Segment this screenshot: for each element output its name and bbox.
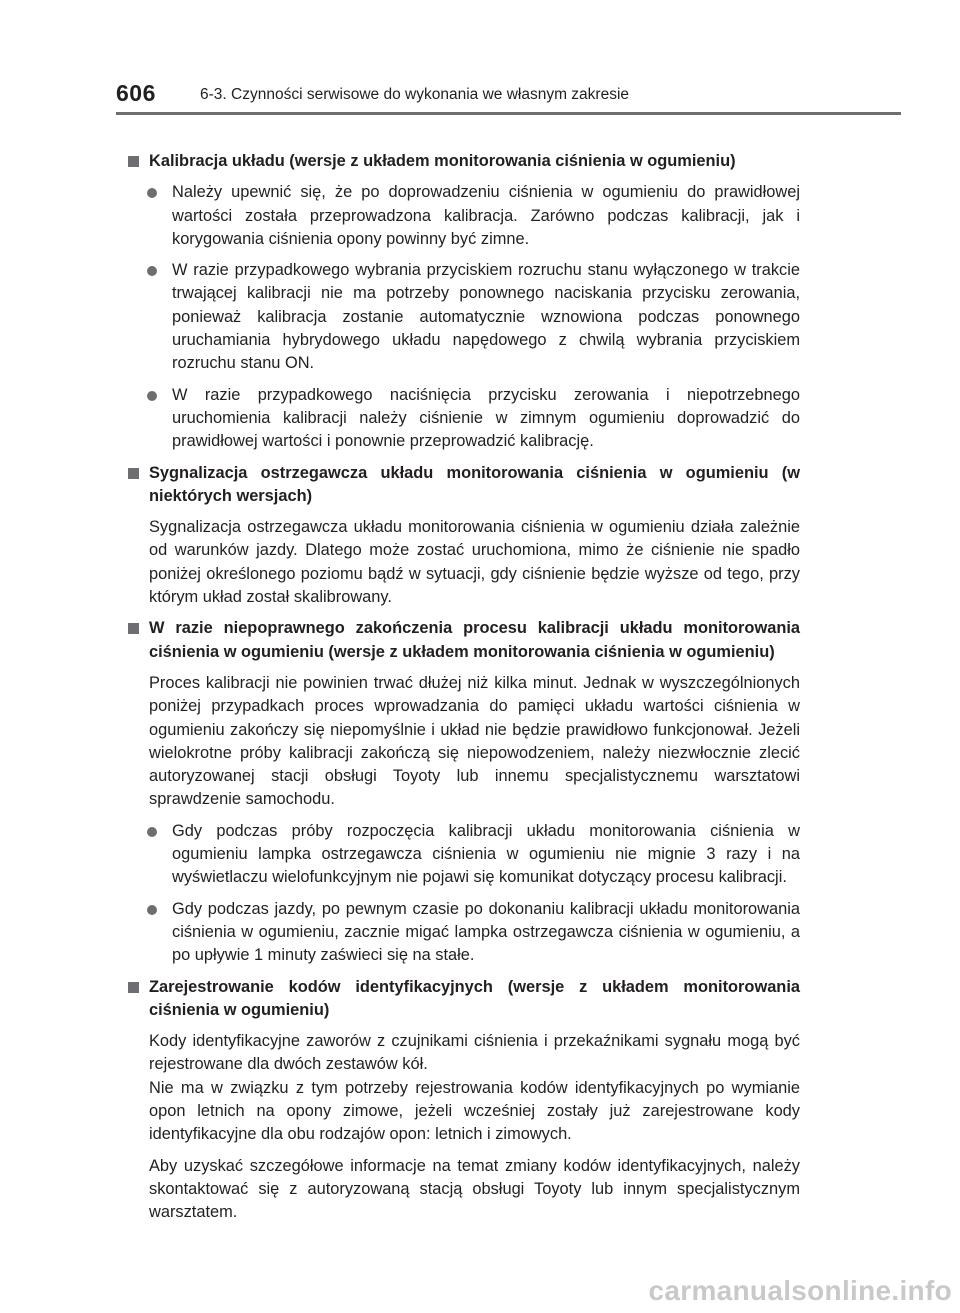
square-bullet-icon: [128, 468, 139, 479]
paragraph: Nie ma w związku z tym potrzeby rejestrowania kodów identyfikacyjnych po wymianie opon letnich na opony zimowe, jeżeli wcześniej zostały już zarejestrowane kody identyfikacyjne dla obu rodzajów opon: letnich i zimowych.: [149, 1078, 800, 1144]
chapter-title: 6-3. Czynności serwisowe do wykonania we własnym zakresie: [200, 86, 630, 103]
bullet-item: W razie przypadkowego wybrania przyciskiem rozruchu stanu wyłączonego w trakcie trwającej kalibracji nie ma potrzeby ponownego naciskania przycisku zerowania, ponieważ kalibracja zostanie automatycznie wznowiona podczas ponownego uruchamiania hybrydowego układu napędowego z chwilą wybrania przyciskiem rozruchu stanu ON.: [128, 259, 800, 375]
header-divider: [116, 112, 901, 115]
page-body: [128, 150, 800, 1232]
paragraph: Aby uzyskać szczegółowe informacje na temat zmiany kodów identyfikacyjnych, należy skontaktować się z autoryzowaną stacją obsługi Toyoty lub innym specjalistycznym warsztatem.: [149, 1156, 800, 1222]
paragraph: Proces kalibracji nie powinien trwać dłużej niż kilka minut. Jednak w wyszczególnionych poniżej przypadkach proces wprowadzania do pamięci układu wartości ciśnienia w ogumieniu zakończy się niepomyślnie i układ nie będzie prawidłowo funkcjonował. Jeżeli wielokrotne próby kalibracji zakończą się niepowodzeniem, należy niezwłocznie zlecić autoryzowanej stacji obsługi Toyoty lub innemu specjalistycznemu warsztatowi sprawdzenie samochodu.: [149, 673, 800, 809]
section-heading-warning: Sygnalizacja ostrzegawcza układu monitorowania ciśnienia w ogumieniu (w niektórych wersjach): [128, 462, 800, 509]
watermark: carmanualsonline.info: [648, 1275, 952, 1306]
bullet-item: Gdy podczas jazdy, po pewnym czasie po dokonaniu kalibracji układu monitorowania ciśnienia w ogumieniu, zacznie migać lampka ostrzegawcza ciśnienia w ogumieniu, a po upływie 1 minuty zaświeci się na stałe.: [128, 898, 800, 968]
square-bullet-icon: [128, 156, 139, 167]
section-heading-calibration-failure: W razie niepoprawnego zakończenia procesu kalibracji układu monitorowania ciśnienia w ogumieniu (wersje z układem monitorowania ciśnienia w ogumieniu): [128, 617, 800, 664]
circle-bullet-icon: [147, 391, 157, 401]
circle-bullet-icon: [147, 827, 157, 837]
bullet-item: Gdy podczas próby rozpoczęcia kalibracji układu monitorowania ciśnienia w ogumieniu lampka ostrzegawcza ciśnienia w ogumieniu nie mignie 3 razy i na wyświetlaczu wielofunkcyjnym nie pojawi się komunikat dotyczący procesu kalibracji.: [128, 820, 800, 890]
paragraph: Kody identyfikacyjne zaworów z czujnikami ciśnienia i przekaźnikami sygnału mogą być rejestrowane dla dwóch zestawów kół.: [149, 1032, 800, 1074]
circle-bullet-icon: [147, 188, 157, 198]
square-bullet-icon: [128, 623, 139, 634]
paragraph: Sygnalizacja ostrzegawcza układu monitorowania ciśnienia w ogumieniu działa zależnie od warunków jazdy. Dlatego może zostać uruchomiona, mimo że ciśnienie nie spadło poniżej określonego poziomu bądź w sytuacji, gdy ciśnienie będzie wyższe od tego, przy którym układ został skalibrowany.: [149, 518, 800, 607]
section-heading-id-codes: Zarejestrowanie kodów identyfikacyjnych (wersje z układem monitorowania ciśnienia w ogumieniu): [128, 976, 800, 1023]
page-number: 606: [116, 80, 156, 106]
circle-bullet-icon: [147, 905, 157, 915]
page-header: [116, 80, 901, 114]
bullet-item: W razie przypadkowego naciśnięcia przycisku zerowania i niepotrzebnego uruchomienia kalibracji należy ciśnienie w zimnym ogumieniu doprowadzić do prawidłowej wartości i ponownie przeprowadzić kalibrację.: [128, 384, 800, 454]
section-heading-calibration: Kalibracja układu (wersje z układem monitorowania ciśnienia w ogumieniu): [128, 150, 800, 173]
bullet-item: Należy upewnić się, że po doprowadzeniu ciśnienia w ogumieniu do prawidłowej wartości została przeprowadzona kalibracja. Zarówno podczas kalibracji, jak i korygowania ciśnienia opony powinny być zimne.: [128, 181, 800, 251]
square-bullet-icon: [128, 982, 139, 993]
circle-bullet-icon: [147, 266, 157, 276]
